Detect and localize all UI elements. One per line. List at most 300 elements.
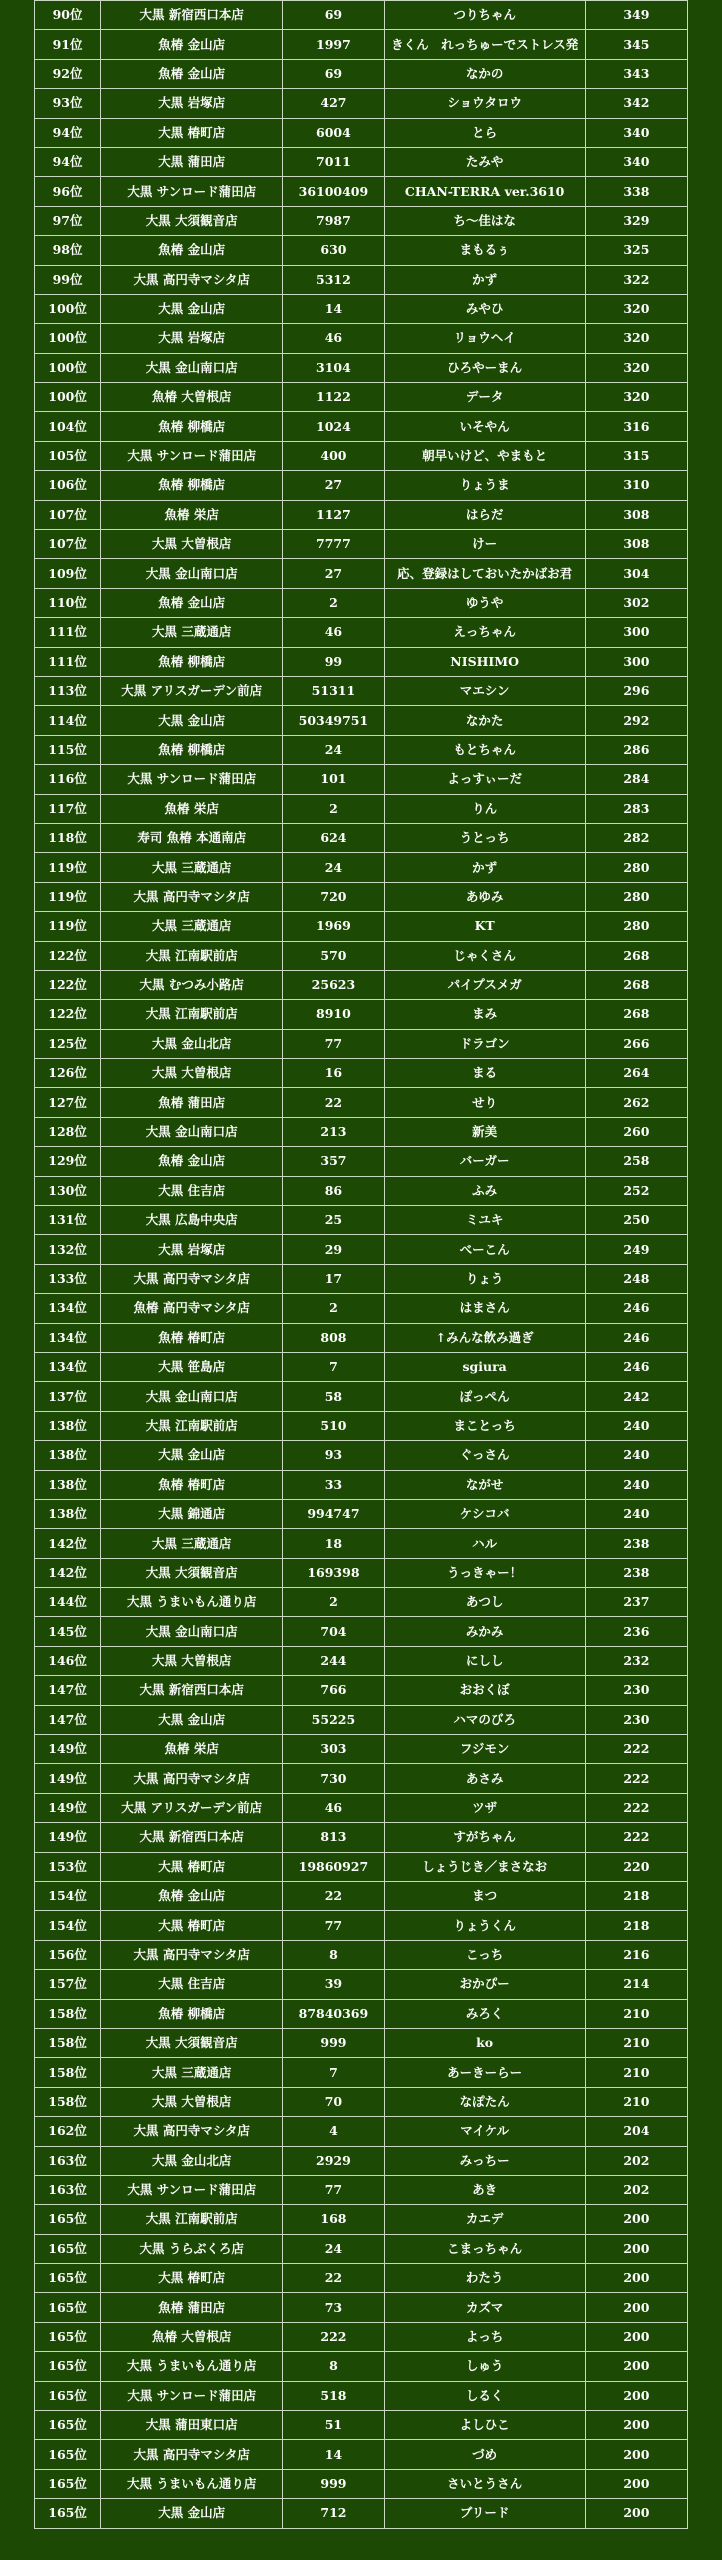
store-cell: 寿司 魚椿 本通南店 (101, 823, 283, 852)
points-cell: 250 (585, 1206, 687, 1235)
rank-cell: 156位 (35, 1940, 101, 1969)
number-cell: 1122 (283, 383, 384, 412)
rank-cell: 99位 (35, 265, 101, 294)
number-cell: 2 (283, 588, 384, 617)
name-cell: ミユキ (384, 1206, 585, 1235)
name-cell: せり (384, 1088, 585, 1117)
rank-cell: 100位 (35, 324, 101, 353)
points-cell: 304 (585, 559, 687, 588)
number-cell: 994747 (283, 1499, 384, 1528)
name-cell: おかぴー (384, 1970, 585, 1999)
rank-cell: 132位 (35, 1235, 101, 1264)
store-cell: 大黒 大須観音店 (101, 206, 283, 235)
rank-cell: 153位 (35, 1852, 101, 1881)
store-cell: 魚椿 柳橋店 (101, 647, 283, 676)
store-cell: 大黒 金山南口店 (101, 1117, 283, 1146)
rank-cell: 138位 (35, 1441, 101, 1470)
points-cell: 200 (585, 2322, 687, 2351)
points-cell: 200 (585, 2293, 687, 2322)
table-row (35, 1176, 688, 1205)
number-cell: 427 (283, 89, 384, 118)
store-cell: 魚椿 蒲田店 (101, 2293, 283, 2322)
points-cell: 316 (585, 412, 687, 441)
number-cell: 58 (283, 1382, 384, 1411)
table-row (35, 1470, 688, 1499)
number-cell: 168 (283, 2205, 384, 2234)
points-cell: 345 (585, 30, 687, 59)
table-row (35, 1235, 688, 1264)
rank-cell: 118位 (35, 823, 101, 852)
number-cell: 357 (283, 1147, 384, 1176)
table-row (35, 823, 688, 852)
store-cell: 大黒 蒲田東口店 (101, 2411, 283, 2440)
name-cell: たみや (384, 147, 585, 176)
points-cell: 210 (585, 2058, 687, 2087)
number-cell: 213 (283, 1117, 384, 1146)
store-cell: 魚椿 椿町店 (101, 1470, 283, 1499)
rank-cell: 154位 (35, 1911, 101, 1940)
points-cell: 322 (585, 265, 687, 294)
number-cell: 17 (283, 1264, 384, 1293)
points-cell: 292 (585, 706, 687, 735)
name-cell: まみ (384, 1000, 585, 1029)
rank-cell: 147位 (35, 1705, 101, 1734)
number-cell: 39 (283, 1970, 384, 1999)
number-cell: 27 (283, 559, 384, 588)
table-row (35, 1705, 688, 1734)
store-cell: 大黒 蒲田店 (101, 147, 283, 176)
points-cell: 340 (585, 118, 687, 147)
table-row (35, 765, 688, 794)
table-row (35, 1352, 688, 1381)
points-cell: 284 (585, 765, 687, 794)
name-cell: つりちゃん (384, 1, 585, 30)
table-row (35, 1882, 688, 1911)
name-cell: ツザ (384, 1793, 585, 1822)
number-cell: 24 (283, 735, 384, 764)
table-row (35, 1676, 688, 1705)
rank-cell: 165位 (35, 2411, 101, 2440)
rank-cell: 165位 (35, 2440, 101, 2469)
name-cell: りん (384, 794, 585, 823)
number-cell: 630 (283, 236, 384, 265)
table-row (35, 471, 688, 500)
rank-cell: 142位 (35, 1529, 101, 1558)
points-cell: 200 (585, 2499, 687, 2528)
points-cell: 232 (585, 1646, 687, 1675)
points-cell: 300 (585, 647, 687, 676)
name-cell: なぽたん (384, 2087, 585, 2116)
name-cell: あゆみ (384, 882, 585, 911)
store-cell: 大黒 住吉店 (101, 1970, 283, 1999)
points-cell: 280 (585, 853, 687, 882)
points-cell: 320 (585, 353, 687, 382)
table-row (35, 1, 688, 30)
rank-cell: 149位 (35, 1735, 101, 1764)
rank-cell: 158位 (35, 2028, 101, 2057)
points-cell: 300 (585, 618, 687, 647)
number-cell: 77 (283, 1911, 384, 1940)
table-row (35, 2264, 688, 2293)
name-cell: あつし (384, 1588, 585, 1617)
table-row (35, 2175, 688, 2204)
rank-cell: 149位 (35, 1793, 101, 1822)
store-cell: 大黒 江南駅前店 (101, 1411, 283, 1440)
name-cell: ko (384, 2028, 585, 2057)
ranking-table-body (35, 1, 688, 2529)
rank-cell: 144位 (35, 1588, 101, 1617)
table-row (35, 1000, 688, 1029)
points-cell: 210 (585, 2028, 687, 2057)
rank-cell: 158位 (35, 2087, 101, 2116)
name-cell: はまさん (384, 1294, 585, 1323)
number-cell: 29 (283, 1235, 384, 1264)
name-cell: まつ (384, 1882, 585, 1911)
rank-cell: 138位 (35, 1499, 101, 1528)
table-row (35, 2058, 688, 2087)
name-cell: づめ (384, 2440, 585, 2469)
store-cell: 大黒 椿町店 (101, 118, 283, 147)
store-cell: 大黒 サンロード蒲田店 (101, 2381, 283, 2410)
rank-cell: 110位 (35, 588, 101, 617)
points-cell: 242 (585, 1382, 687, 1411)
points-cell: 266 (585, 1029, 687, 1058)
points-cell: 222 (585, 1764, 687, 1793)
name-cell: とら (384, 118, 585, 147)
store-cell: 魚椿 栄店 (101, 794, 283, 823)
points-cell: 237 (585, 1588, 687, 1617)
table-row (35, 1499, 688, 1528)
points-cell: 216 (585, 1940, 687, 1969)
table-row (35, 647, 688, 676)
points-cell: 210 (585, 2087, 687, 2116)
table-row (35, 1206, 688, 1235)
name-cell: リョウヘイ (384, 324, 585, 353)
table-row (35, 1911, 688, 1940)
rank-cell: 137位 (35, 1382, 101, 1411)
name-cell: バーガー (384, 1147, 585, 1176)
table-row (35, 882, 688, 911)
rank-cell: 107位 (35, 500, 101, 529)
points-cell: 315 (585, 441, 687, 470)
points-cell: 296 (585, 676, 687, 705)
table-row (35, 294, 688, 323)
number-cell: 999 (283, 2028, 384, 2057)
name-cell: あーきーらー (384, 2058, 585, 2087)
points-cell: 240 (585, 1470, 687, 1499)
rank-cell: 100位 (35, 353, 101, 382)
points-cell: 338 (585, 177, 687, 206)
points-cell: 343 (585, 59, 687, 88)
name-cell: まもるぅ (384, 236, 585, 265)
number-cell: 6004 (283, 118, 384, 147)
number-cell: 720 (283, 882, 384, 911)
table-row (35, 324, 688, 353)
name-cell: 新美 (384, 1117, 585, 1146)
store-cell: 魚椿 金山店 (101, 236, 283, 265)
points-cell: 286 (585, 735, 687, 764)
table-row (35, 2352, 688, 2381)
number-cell: 19860927 (283, 1852, 384, 1881)
store-cell: 大黒 むつみ小路店 (101, 970, 283, 999)
store-cell: 大黒 岩塚店 (101, 324, 283, 353)
number-cell: 1024 (283, 412, 384, 441)
number-cell: 766 (283, 1676, 384, 1705)
points-cell: 280 (585, 882, 687, 911)
name-cell: ふみ (384, 1176, 585, 1205)
store-cell: 大黒 三蔵通店 (101, 2058, 283, 2087)
number-cell: 7 (283, 2058, 384, 2087)
name-cell: よっち (384, 2322, 585, 2351)
name-cell: べーこん (384, 1235, 585, 1264)
table-row (35, 2028, 688, 2057)
name-cell: みろく (384, 1999, 585, 2028)
table-row (35, 1852, 688, 1881)
table-row (35, 1117, 688, 1146)
rank-cell: 115位 (35, 735, 101, 764)
table-row (35, 2411, 688, 2440)
store-cell: 大黒 高円寺マシタ店 (101, 882, 283, 911)
name-cell: ドラゴン (384, 1029, 585, 1058)
name-cell: うっきゃー！ (384, 1558, 585, 1587)
store-cell: 大黒 岩塚店 (101, 1235, 283, 1264)
name-cell: sgiura (384, 1352, 585, 1381)
rank-cell: 96位 (35, 177, 101, 206)
table-row (35, 89, 688, 118)
store-cell: 魚椿 金山店 (101, 30, 283, 59)
number-cell: 86 (283, 1176, 384, 1205)
table-row (35, 1940, 688, 1969)
rank-cell: 119位 (35, 853, 101, 882)
store-cell: 魚椿 大曽根店 (101, 2322, 283, 2351)
store-cell: 大黒 江南駅前店 (101, 941, 283, 970)
number-cell: 7987 (283, 206, 384, 235)
store-cell: 大黒 うまいもん通り店 (101, 2352, 283, 2381)
number-cell: 22 (283, 1088, 384, 1117)
rank-cell: 119位 (35, 912, 101, 941)
number-cell: 25 (283, 1206, 384, 1235)
store-cell: 大黒 大曽根店 (101, 1646, 283, 1675)
table-row (35, 1793, 688, 1822)
points-cell: 342 (585, 89, 687, 118)
points-cell: 264 (585, 1059, 687, 1088)
name-cell: なかた (384, 706, 585, 735)
number-cell: 77 (283, 1029, 384, 1058)
rank-cell: 122位 (35, 941, 101, 970)
store-cell: 大黒 椿町店 (101, 1911, 283, 1940)
number-cell: 33 (283, 1470, 384, 1499)
store-cell: 大黒 住吉店 (101, 1176, 283, 1205)
rank-cell: 128位 (35, 1117, 101, 1146)
number-cell: 704 (283, 1617, 384, 1646)
name-cell: ち～佳はな (384, 206, 585, 235)
points-cell: 218 (585, 1911, 687, 1940)
points-cell: 200 (585, 2381, 687, 2410)
rank-cell: 149位 (35, 1764, 101, 1793)
store-cell: 大黒 金山南口店 (101, 1617, 283, 1646)
number-cell: 51 (283, 2411, 384, 2440)
table-row (35, 588, 688, 617)
table-row (35, 2146, 688, 2175)
rank-cell: 114位 (35, 706, 101, 735)
table-row (35, 147, 688, 176)
points-cell: 200 (585, 2205, 687, 2234)
name-cell: ひろやーまん (384, 353, 585, 382)
table-row (35, 1323, 688, 1352)
rank-cell: 106位 (35, 471, 101, 500)
store-cell: 大黒 大須観音店 (101, 2028, 283, 2057)
points-cell: 340 (585, 147, 687, 176)
name-cell: にしし (384, 1646, 585, 1675)
table-row (35, 1382, 688, 1411)
number-cell: 7 (283, 1352, 384, 1381)
number-cell: 1127 (283, 500, 384, 529)
table-row (35, 1970, 688, 1999)
number-cell: 2 (283, 1588, 384, 1617)
points-cell: 280 (585, 912, 687, 941)
points-cell: 308 (585, 500, 687, 529)
number-cell: 999 (283, 2469, 384, 2498)
table-row (35, 1147, 688, 1176)
table-row (35, 618, 688, 647)
store-cell: 大黒 椿町店 (101, 2264, 283, 2293)
points-cell: 240 (585, 1411, 687, 1440)
table-row (35, 1823, 688, 1852)
rank-cell: 97位 (35, 206, 101, 235)
points-cell: 238 (585, 1558, 687, 1587)
points-cell: 246 (585, 1352, 687, 1381)
table-row (35, 500, 688, 529)
store-cell: 大黒 金山南口店 (101, 353, 283, 382)
name-cell: ながせ (384, 1470, 585, 1499)
rank-cell: 157位 (35, 1970, 101, 1999)
points-cell: 200 (585, 2234, 687, 2263)
points-cell: 240 (585, 1499, 687, 1528)
points-cell: 202 (585, 2146, 687, 2175)
rank-cell: 165位 (35, 2322, 101, 2351)
table-row (35, 2381, 688, 2410)
name-cell: みかみ (384, 1617, 585, 1646)
number-cell: 8 (283, 2352, 384, 2381)
name-cell: パイプスメガ (384, 970, 585, 999)
number-cell: 101 (283, 765, 384, 794)
number-cell: 22 (283, 2264, 384, 2293)
points-cell: 204 (585, 2117, 687, 2146)
points-cell: 230 (585, 1705, 687, 1734)
store-cell: 魚椿 柳橋店 (101, 412, 283, 441)
store-cell: 大黒 アリスガーデン前店 (101, 676, 283, 705)
name-cell: じゃくさん (384, 941, 585, 970)
store-cell: 大黒 新宿西口本店 (101, 1676, 283, 1705)
rank-cell: 111位 (35, 647, 101, 676)
store-cell: 大黒 岩塚店 (101, 89, 283, 118)
name-cell: はらだ (384, 500, 585, 529)
number-cell: 24 (283, 2234, 384, 2263)
points-cell: 210 (585, 1999, 687, 2028)
store-cell: 大黒 金山南口店 (101, 559, 283, 588)
store-cell: 魚椿 大曽根店 (101, 383, 283, 412)
name-cell: ハル (384, 1529, 585, 1558)
store-cell: 魚椿 金山店 (101, 588, 283, 617)
number-cell: 7777 (283, 530, 384, 559)
number-cell: 55225 (283, 1705, 384, 1734)
table-row (35, 177, 688, 206)
points-cell: 200 (585, 2469, 687, 2498)
name-cell: マイケル (384, 2117, 585, 2146)
rank-cell: 104位 (35, 412, 101, 441)
name-cell: まことっち (384, 1411, 585, 1440)
points-cell: 349 (585, 1, 687, 30)
store-cell: 大黒 三蔵通店 (101, 912, 283, 941)
points-cell: 200 (585, 2264, 687, 2293)
number-cell: 8910 (283, 1000, 384, 1029)
name-cell: こっち (384, 1940, 585, 1969)
number-cell: 2 (283, 794, 384, 823)
store-cell: 大黒 うらぶくろ店 (101, 2234, 283, 2263)
store-cell: 大黒 新宿西口本店 (101, 1823, 283, 1852)
table-row (35, 2205, 688, 2234)
points-cell: 220 (585, 1852, 687, 1881)
name-cell: えっちゃん (384, 618, 585, 647)
points-cell: 282 (585, 823, 687, 852)
number-cell: 22 (283, 1882, 384, 1911)
store-cell: 大黒 高円寺マシタ店 (101, 1764, 283, 1793)
table-row (35, 2440, 688, 2469)
points-cell: 320 (585, 383, 687, 412)
number-cell: 73 (283, 2293, 384, 2322)
rank-cell: 100位 (35, 383, 101, 412)
store-cell: 大黒 サンロード蒲田店 (101, 765, 283, 794)
rank-cell: 163位 (35, 2146, 101, 2175)
name-cell: 応、登録はしておいたかばお君 (384, 559, 585, 588)
number-cell: 70 (283, 2087, 384, 2116)
store-cell: 大黒 大曽根店 (101, 2087, 283, 2116)
points-cell: 260 (585, 1117, 687, 1146)
store-cell: 大黒 大曽根店 (101, 530, 283, 559)
rank-cell: 122位 (35, 1000, 101, 1029)
name-cell: みっちー (384, 2146, 585, 2175)
table-row (35, 1558, 688, 1587)
points-cell: 249 (585, 1235, 687, 1264)
table-row (35, 970, 688, 999)
store-cell: 魚椿 柳橋店 (101, 735, 283, 764)
name-cell: ぐっさん (384, 1441, 585, 1470)
name-cell: ハマのびろ (384, 1705, 585, 1734)
name-cell: よしひこ (384, 2411, 585, 2440)
name-cell: ショウタロウ (384, 89, 585, 118)
store-cell: 大黒 椿町店 (101, 1852, 283, 1881)
rank-cell: 130位 (35, 1176, 101, 1205)
name-cell: おおくぼ (384, 1676, 585, 1705)
name-cell: CHAN-TERRA ver.3610 (384, 177, 585, 206)
table-row (35, 2293, 688, 2322)
store-cell: 魚椿 高円寺マシタ店 (101, 1294, 283, 1323)
store-cell: 大黒 金山店 (101, 1441, 283, 1470)
table-row (35, 1059, 688, 1088)
rank-cell: 91位 (35, 30, 101, 59)
table-row (35, 206, 688, 235)
points-cell: 200 (585, 2352, 687, 2381)
store-cell: 魚椿 蒲田店 (101, 1088, 283, 1117)
number-cell: 46 (283, 1793, 384, 1822)
points-cell: 218 (585, 1882, 687, 1911)
table-row (35, 706, 688, 735)
number-cell: 24 (283, 853, 384, 882)
points-cell: 246 (585, 1294, 687, 1323)
number-cell: 46 (283, 324, 384, 353)
store-cell: 大黒 三蔵通店 (101, 853, 283, 882)
name-cell: しゅう (384, 2352, 585, 2381)
